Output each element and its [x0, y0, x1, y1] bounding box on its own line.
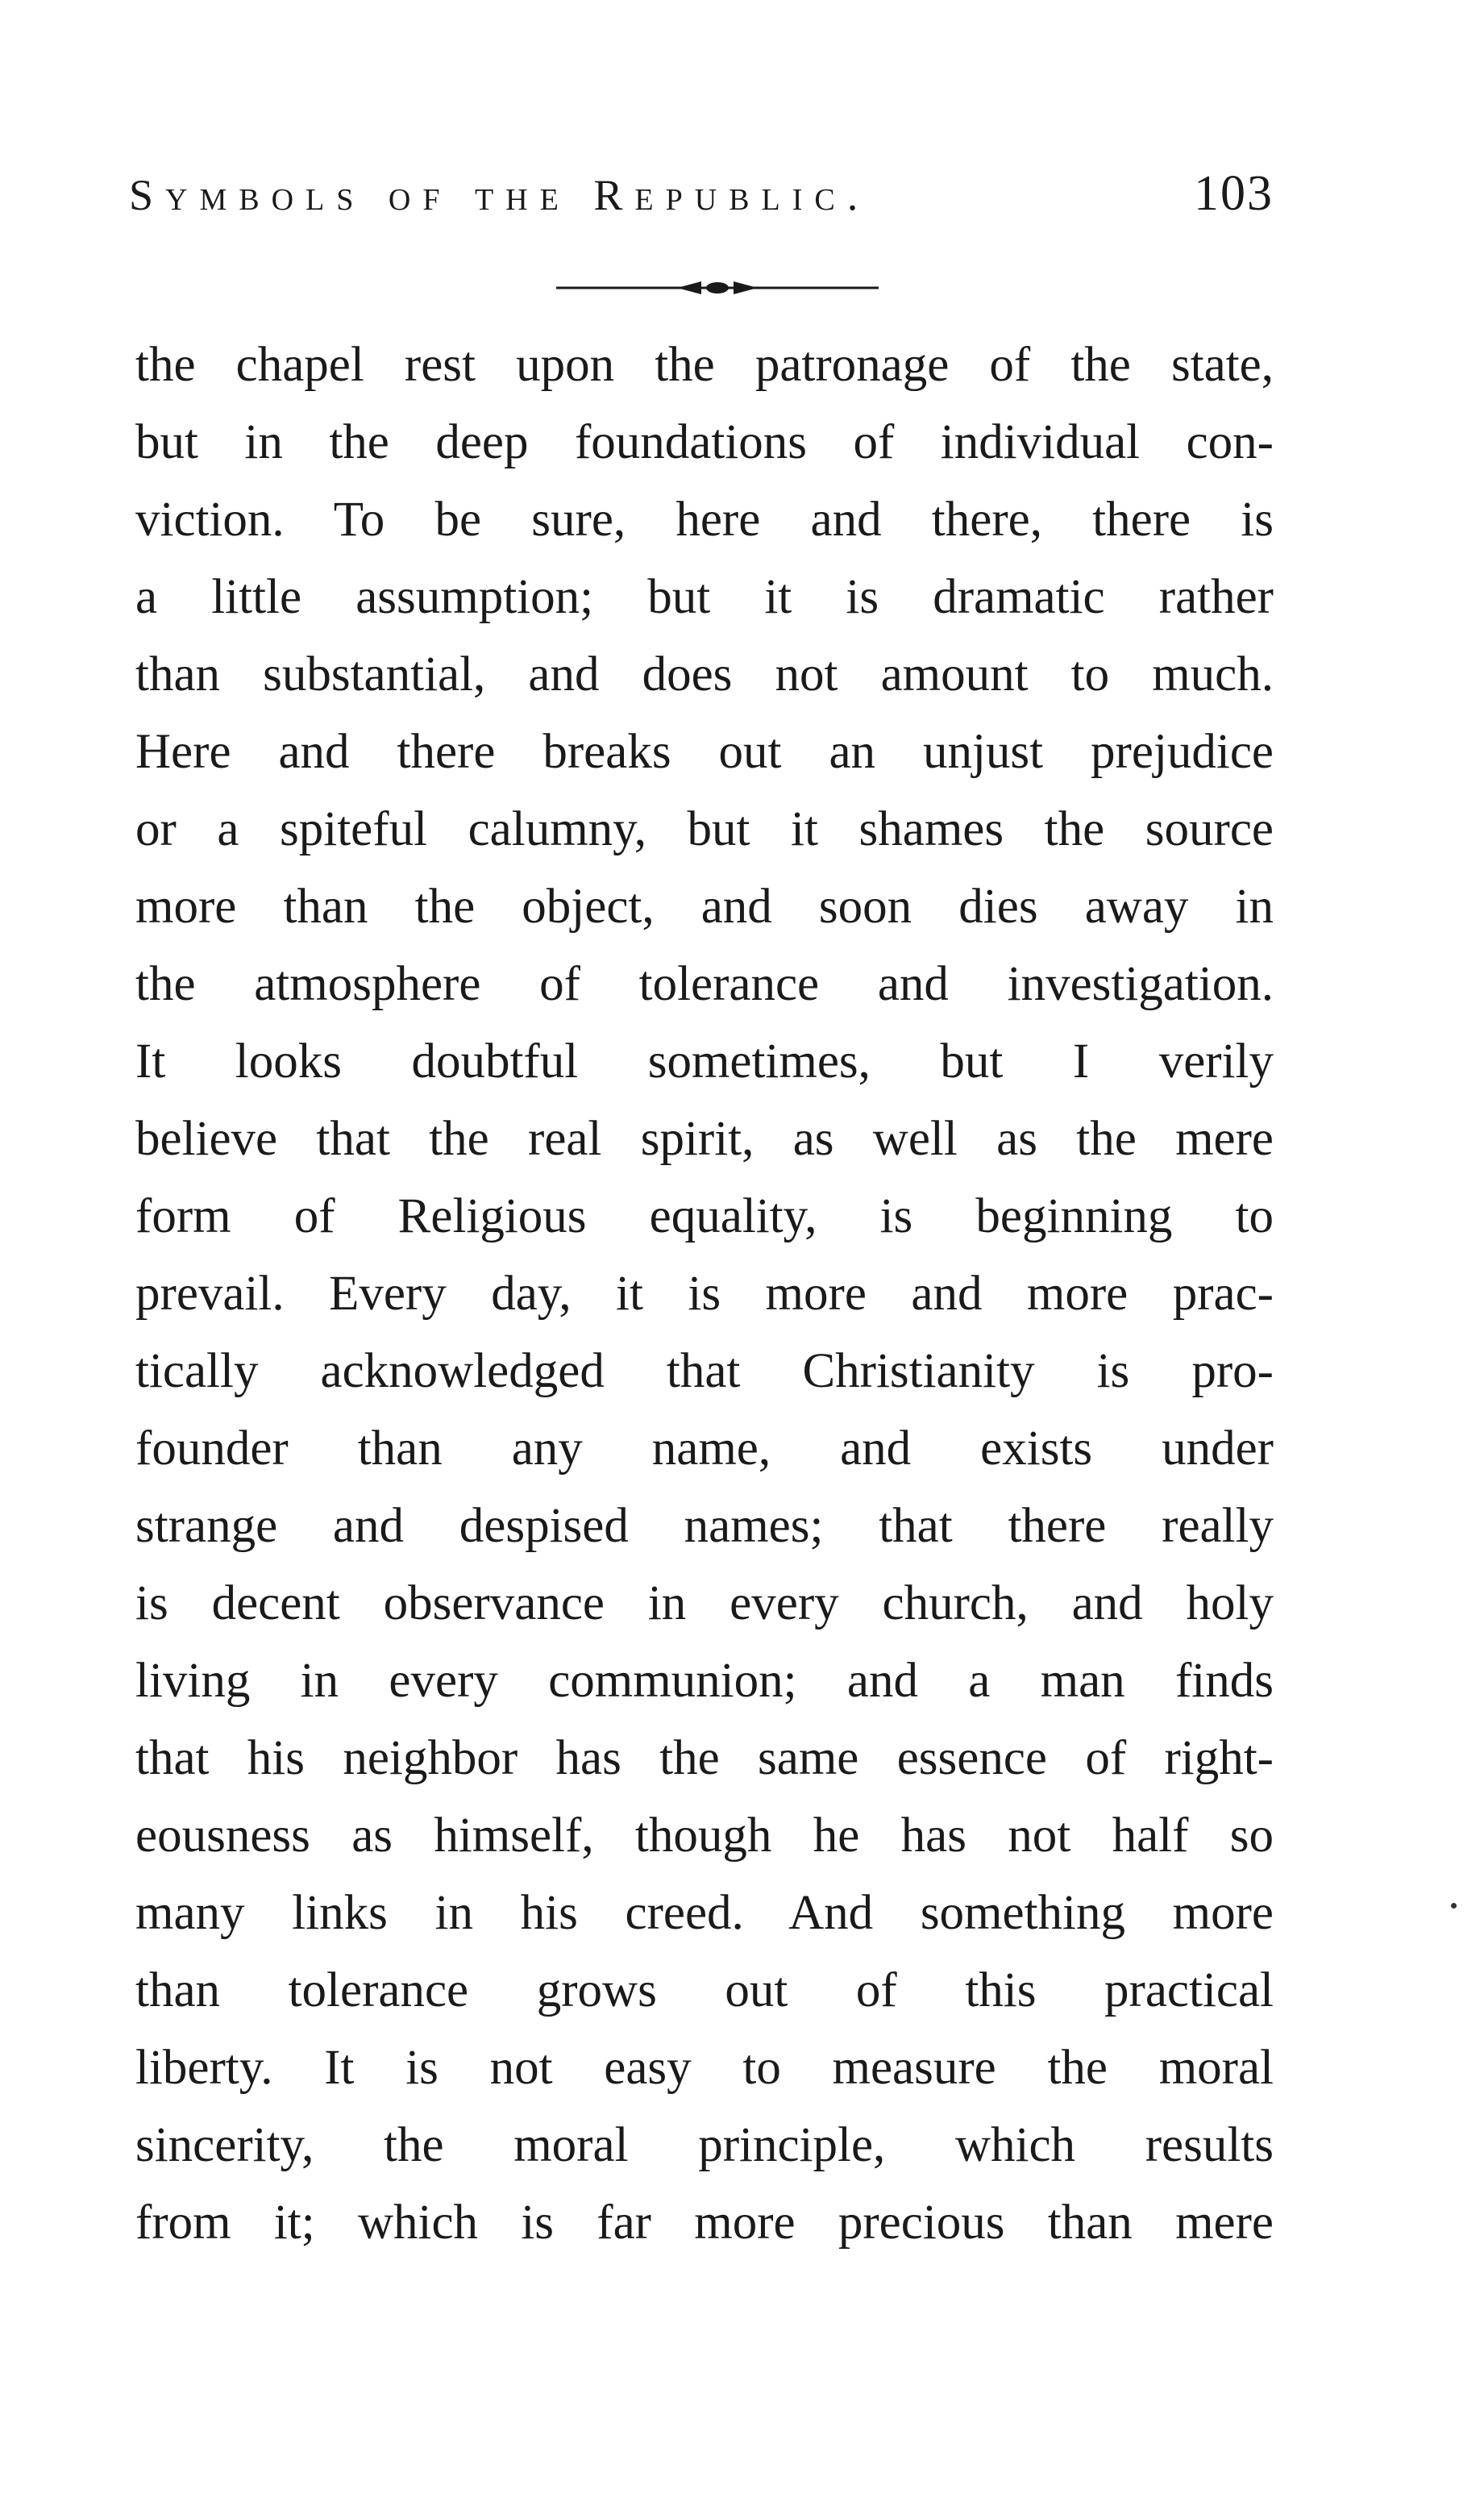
text-line: form of Religious equality, is beginning to — [135, 1189, 1274, 1243]
text-line: but in the deep foundations of individual con- — [135, 415, 1274, 469]
text-line: than substantial, and does not amount to much. — [135, 647, 1274, 701]
body-text — [135, 327, 1274, 2262]
text-line: that his neighbor has the same essence of right- — [135, 1731, 1274, 1785]
double-arrow-rule-icon — [556, 278, 879, 298]
text-line: liberty. It is not easy to measure the moral — [135, 2041, 1274, 2095]
text-line: It looks doubtful sometimes, but I verily — [135, 1034, 1274, 1089]
text-line: is decent observance in every church, and holy — [135, 1576, 1274, 1630]
text-line: sincerity, the moral principle, which results — [135, 2118, 1274, 2172]
running-title: Symbols of the Republic. — [129, 171, 871, 219]
text-line: many links in his creed. And something more — [135, 1886, 1274, 1940]
text-line: or a spiteful calumny, but it shames the source — [135, 802, 1274, 856]
text-line: founder than any name, and exists under — [135, 1422, 1274, 1476]
text-line: prevail. Every day, it is more and more prac- — [135, 1267, 1274, 1321]
ink-speck — [1451, 1903, 1457, 1909]
text-line: than tolerance grows out of this practical — [135, 1963, 1274, 2017]
text-line: the atmosphere of tolerance and investigation. — [135, 957, 1274, 1011]
text-line: believe that the real spirit, as well as the mere — [135, 1112, 1274, 1166]
text-line: from it; which is far more precious than mere — [135, 2196, 1274, 2250]
text-line: viction. To be sure, here and there, there is — [135, 493, 1274, 547]
page-number: 103 — [1194, 166, 1274, 221]
running-head — [129, 165, 1274, 230]
text-line: more than the object, and soon dies away in — [135, 880, 1274, 934]
text-line: eousness as himself, though he has not half so — [135, 1809, 1274, 1863]
text-line: a little assumption; but it is dramatic rather — [135, 570, 1274, 624]
text-line: Here and there breaks out an unjust prejudice — [135, 725, 1274, 779]
text-line: strange and despised names; that there really — [135, 1499, 1274, 1553]
text-line: tically acknowledged that Christianity is pro- — [135, 1344, 1274, 1398]
text-line: living in every communion; and a man finds — [135, 1654, 1274, 1708]
text-line: the chapel rest upon the patronage of the state, — [135, 338, 1274, 392]
